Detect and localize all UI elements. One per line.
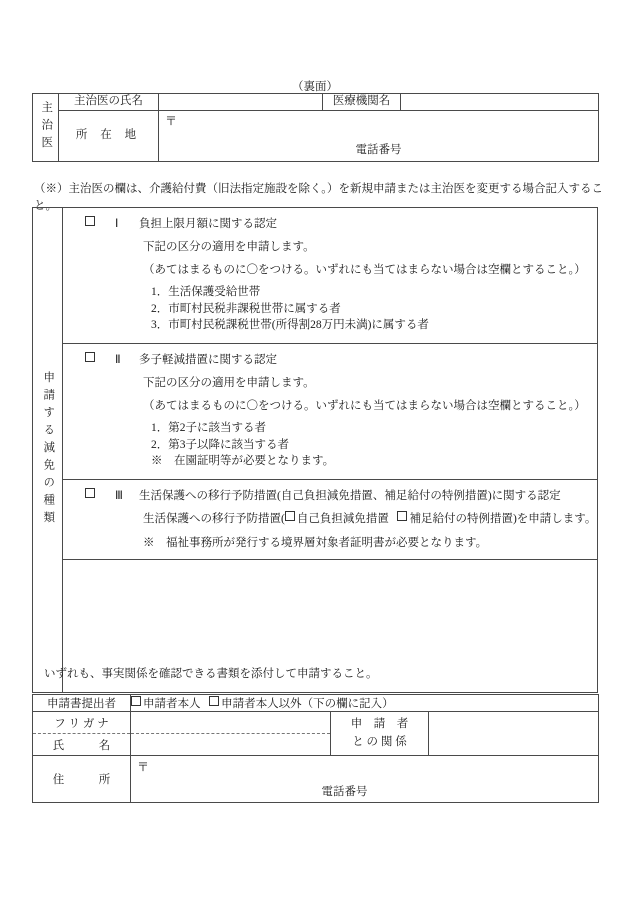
- checkbox-section-3[interactable]: [85, 488, 95, 498]
- application-table-container: [32, 207, 598, 693]
- submitter-row: [33, 695, 599, 712]
- section-2-title: 多子軽減措置に関する認定: [139, 354, 277, 367]
- checkbox-section-1[interactable]: [85, 216, 95, 226]
- doctor-table-container: [32, 93, 598, 162]
- section-2-option-1[interactable]: 1．第2子に該当する者: [151, 422, 266, 435]
- section-2-header: [63, 351, 597, 367]
- section-2-option-2[interactable]: 2．第3子以降に該当する者: [151, 438, 289, 451]
- section-1-title: 負担上限月額に関する認定: [139, 218, 277, 230]
- application-table: [32, 207, 598, 693]
- section-1-line2: （あてはまるものに〇をつける。いずれにも当てはまらない場合は空欄とすること。）: [143, 264, 586, 276]
- section-3-body-prefix: 生活保護への移行予防措置(: [143, 513, 285, 526]
- application-row-1: [33, 208, 598, 344]
- postal-mark-icon: 〒: [165, 113, 178, 128]
- submitter-label: 申請書提出者: [33, 695, 131, 712]
- applicant-table-container: [32, 694, 598, 803]
- relation-label-line-2: と の 関 係: [352, 735, 407, 748]
- section-1-header: [63, 215, 597, 231]
- postal-mark-icon-applicant: 〒: [137, 760, 150, 774]
- section-1-numeral: Ⅰ: [115, 218, 119, 230]
- section-3-header: [63, 487, 597, 503]
- applicant-table: [32, 694, 599, 803]
- doctor-name-row: [33, 94, 599, 111]
- applicant-address-row: [33, 756, 599, 803]
- checkbox-section-2[interactable]: [85, 352, 95, 362]
- doctor-vertical-label: 主治医: [40, 101, 53, 154]
- checkbox-supplementary-benefit-special[interactable]: [397, 511, 407, 521]
- section-3-body: [63, 510, 597, 526]
- application-row-3: [33, 480, 598, 560]
- checkbox-self-burden-reduction[interactable]: [285, 511, 295, 521]
- doctor-section-note: （※）主治医の欄は、介護給付費（旧法指定施設を除く。）を新規申請または主治医を変更する場合記入すること。: [34, 183, 604, 213]
- applicant-address-cell: [131, 756, 599, 803]
- applicant-tel-label: 電話番号: [321, 786, 368, 798]
- doctor-table: [32, 93, 599, 162]
- sheet-side-label: （裏面）: [292, 81, 338, 93]
- section-3-suboption-1-label: 自己負担減免措置: [296, 513, 389, 526]
- section-item-3: [63, 480, 598, 560]
- furigana-input[interactable]: [131, 712, 331, 734]
- relation-label: [331, 712, 429, 756]
- section-1-option-3[interactable]: 3．市町村民税課税世帯(所得割28万円未満)に属する者: [151, 319, 429, 332]
- medical-institution-label: 医療機関名: [323, 94, 401, 111]
- doctor-vertical-label-cell: [33, 94, 59, 162]
- doctor-name-label: 主治医の氏名: [59, 94, 159, 111]
- furigana-row: [33, 712, 599, 734]
- application-row-2: [33, 344, 598, 480]
- submitter-option-1-label: 申請者本人: [143, 698, 201, 710]
- section-3-title: 生活保護への移行予防措置(自己負担減免措置、補足給付の特例措置)に関する認定: [139, 490, 561, 503]
- checkbox-submitter-self[interactable]: [131, 696, 141, 706]
- section-3-body-suffix: )を申請します。: [512, 513, 597, 526]
- section-2-line1: 下記の区分の適用を申請します。: [143, 377, 315, 390]
- section-2-line2: （あてはまるものに〇をつける。いずれにも当てはまらない場合は空欄とすること。）: [143, 400, 586, 413]
- section-3-suboption-2-label: 補足給付の特例措置: [409, 513, 513, 526]
- section-3-note: ※ 福祉事務所が発行する境界層対象者証明書が必要となります。: [143, 537, 488, 550]
- submitter-options-cell: [131, 695, 599, 712]
- doctor-address-label: 所 在 地: [59, 110, 159, 161]
- doctor-tel-label: 電話番号: [355, 144, 402, 156]
- section-1-options: [63, 284, 597, 334]
- application-vertical-label: 申請する減免の種類: [42, 371, 55, 529]
- doctor-name-input[interactable]: [159, 94, 323, 111]
- overall-note: いずれも、事実関係を確認できる書類を添付して申請すること。: [44, 668, 378, 680]
- relation-label-line-1: 申 請 者: [350, 718, 409, 731]
- doctor-address-cell: [159, 110, 599, 161]
- section-item-1: [63, 208, 598, 344]
- furigana-label: フ リ ガ ナ: [33, 712, 131, 734]
- application-vertical-label-cell: [33, 208, 63, 693]
- section-item-2: [63, 344, 598, 480]
- section-1-line1: 下記の区分の適用を申請します。: [143, 241, 315, 253]
- section-2-numeral: Ⅱ: [115, 354, 121, 367]
- section-2-note: ※ 在園証明等が必要となります。: [151, 455, 335, 468]
- section-3-numeral: Ⅲ: [115, 490, 123, 503]
- applicant-address-label: 住 所: [33, 756, 131, 803]
- section-1-option-1[interactable]: 1．生活保護受給世帯: [151, 286, 261, 298]
- medical-institution-input[interactable]: [401, 94, 599, 111]
- relation-input[interactable]: [429, 712, 599, 756]
- section-1-option-2[interactable]: 2．市町村民税非課税世帯に属する者: [151, 302, 341, 315]
- checkbox-submitter-other[interactable]: [209, 696, 219, 706]
- section-2-options: [63, 420, 597, 470]
- applicant-name-input[interactable]: [131, 734, 331, 756]
- doctor-address-row: [33, 110, 599, 161]
- applicant-name-label: 氏 名: [33, 734, 131, 756]
- submitter-option-2-label: 申請者本人以外（下の欄に記入）: [221, 698, 394, 710]
